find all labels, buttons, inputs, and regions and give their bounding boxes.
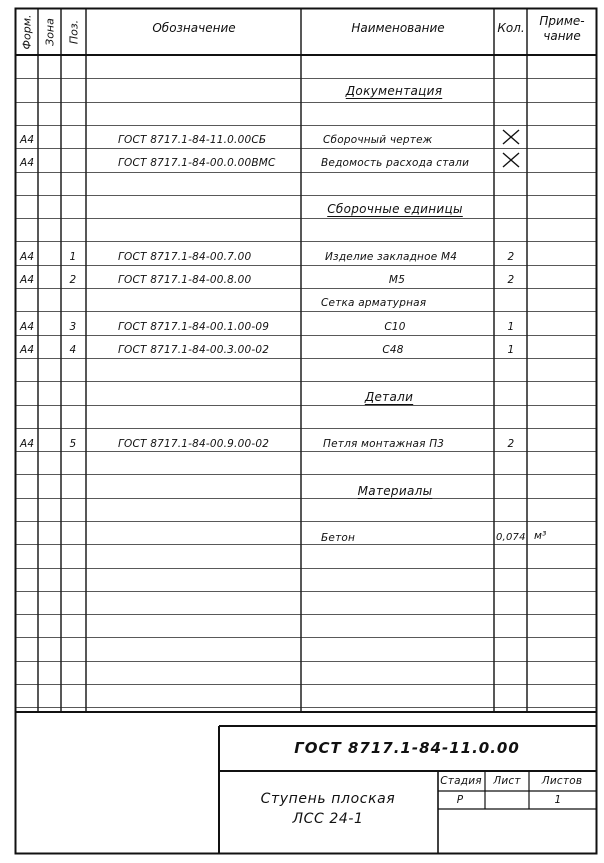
x-mark-icon <box>501 128 521 146</box>
item-name-line2: ЛСС 24-1 <box>292 811 364 827</box>
x-mark-icon <box>501 151 521 169</box>
stage-value: Р <box>456 794 464 806</box>
row-mesh-heading-name: Сетка арматурная <box>321 297 427 309</box>
section-materials: Материалы <box>357 484 433 498</box>
row-loop-form: А4 <box>20 438 35 450</box>
item-name-line1: Ступень плоская <box>260 791 396 807</box>
row-mesh-c48-name: С48 <box>382 344 404 356</box>
row-loop-qty: 2 <box>507 438 515 450</box>
row-embed-m4-form: А4 <box>20 251 35 263</box>
sheets-label: Листов <box>541 775 583 787</box>
row-assembly-drawing-form: А4 <box>20 134 35 146</box>
row-steel-list-designation: ГОСТ 8717.1-84-00.0.00ВМС <box>118 157 276 169</box>
row-embed-m5-designation: ГОСТ 8717.1-84-00.8.00 <box>118 274 252 286</box>
row-mesh-c10-designation: ГОСТ 8717.1-84-00.1.00-09 <box>118 321 270 333</box>
header-qty: Кол. <box>497 21 525 35</box>
row-loop-name: Петля монтажная П3 <box>323 438 445 450</box>
row-embed-m4-name: Изделие закладное М4 <box>325 251 458 263</box>
row-embed-m5-form: А4 <box>20 274 35 286</box>
row-embed-m4-designation: ГОСТ 8717.1-84-00.7.00 <box>118 251 252 263</box>
document-code: ГОСТ 8717.1-84-11.0.00 <box>294 739 520 757</box>
header-note-line2: чание <box>543 29 581 43</box>
row-embed-m4-pos: 1 <box>69 251 77 263</box>
row-assembly-drawing-designation: ГОСТ 8717.1-84-11.0.00СБ <box>118 134 267 146</box>
row-mesh-c48-pos: 4 <box>69 344 77 356</box>
section-parts: Детали <box>364 390 414 404</box>
row-concrete-name: Бетон <box>321 532 356 544</box>
row-mesh-c10-pos: 3 <box>69 321 77 333</box>
row-assembly-drawing-name: Сборочный чертеж <box>323 134 433 146</box>
header-name: Наименование <box>351 21 445 35</box>
row-mesh-c10-qty: 1 <box>507 321 515 333</box>
sheets-value: 1 <box>554 794 562 806</box>
row-embed-m5-pos: 2 <box>69 274 77 286</box>
row-loop-pos: 5 <box>69 438 77 450</box>
row-embed-m5-qty: 2 <box>507 274 515 286</box>
row-embed-m4-qty: 2 <box>507 251 515 263</box>
row-concrete-qty: 0,074 <box>496 532 526 543</box>
section-assemblies: Сборочные единицы <box>327 202 463 216</box>
header-zone: Зона <box>43 18 57 46</box>
header-designation: Обозначение <box>152 21 236 35</box>
header-pos: Поз. <box>67 19 81 45</box>
row-mesh-c48-designation: ГОСТ 8717.1-84-00.3.00-02 <box>118 344 270 356</box>
sheet-label: Лист <box>493 775 521 787</box>
section-documentation: Документация <box>345 84 443 98</box>
row-embed-m5-name: М5 <box>388 274 406 286</box>
row-steel-list-form: А4 <box>20 157 35 169</box>
row-steel-list-name: Ведомость расхода стали <box>321 157 470 169</box>
row-mesh-c10-form: А4 <box>20 321 35 333</box>
header-note-line1: Приме- <box>539 14 585 28</box>
row-mesh-c48-qty: 1 <box>507 344 515 356</box>
stage-label: Стадия <box>440 775 482 787</box>
row-concrete-note: м³ <box>534 530 547 542</box>
header-form: Форм. <box>20 14 34 50</box>
row-mesh-c48-form: А4 <box>20 344 35 356</box>
row-mesh-c10-name: С10 <box>384 321 406 333</box>
row-loop-designation: ГОСТ 8717.1-84-00.9.00-02 <box>118 438 270 450</box>
